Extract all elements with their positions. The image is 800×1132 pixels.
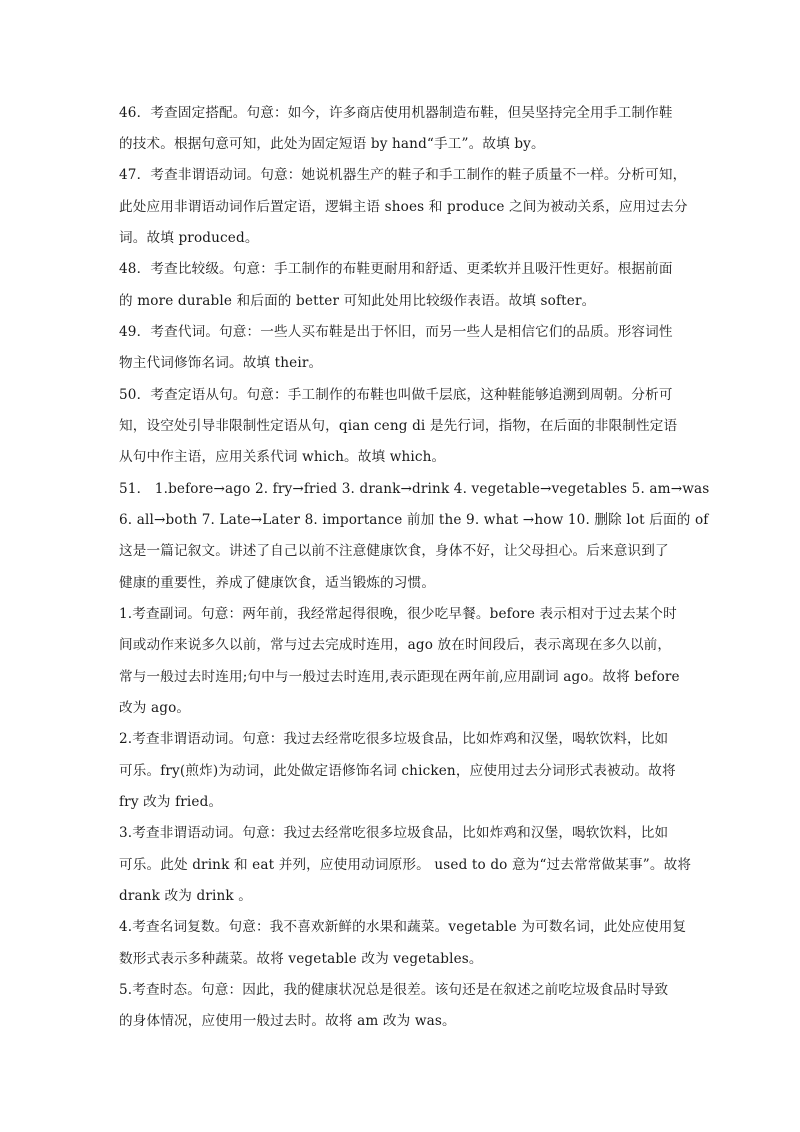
text-line: 词。故填 produced。 [119, 230, 259, 246]
text-line: 物主代词修饰名词。故填 their。 [119, 355, 323, 371]
text-line: 47．考查非谓语动词。句意：她说机器生产的鞋子和手工制作的鞋子质量不一样。分析可知， [119, 167, 687, 183]
text-line: 4.考查名词复数。句意：我不喜欢新鲜的水果和蔬菜。vegetable 为可数名词，此处应使用复 [119, 919, 687, 935]
text-line: 50．考查定语从句。句意：手工制作的布鞋也叫做千层底，这种鞋能够追溯到周朝。分析可 [119, 387, 673, 403]
text-line: 知，设空处引导非限制性定语从句，qian ceng di 是先行词，指物，在后面的非限制性定语 [119, 418, 678, 434]
text-line: 可乐。fry(煎炸)为动词，此处做定语修饰名词 chicken，应使用过去分词形式表被动。故将 [119, 763, 676, 779]
text-line: 的 more durable 和后面的 better 可知此处用比较级作表语。故填 softer。 [119, 293, 596, 309]
text-line: 健康的重要性，养成了健康饮食，适当锻炼的习惯。 [119, 575, 436, 591]
text-line: 2.考查非谓语动词。句意：我过去经常吃很多垃圾食品，比如炸鸡和汉堡，喝软饮料，比如 [119, 731, 669, 747]
text-line: 49．考查代词。句意：一些人买布鞋是出于怀旧，而另一些人是相信它们的品质。形容词性 [119, 324, 673, 340]
text-line: 间或动作来说多久以前，常与过去完成时连用，ago 放在时间段后，表示离现在多久以前， [119, 637, 672, 653]
text-line: 51． 1.before→ago 2. fry→fried 3. drank→drink 4. vegetable→vegetables 5. am→was [119, 481, 710, 497]
text-line: 数形式表示多种蔬菜。故将 vegetable 改为 vegetables。 [119, 951, 483, 967]
text-line: drank 改为 drink 。 [119, 888, 252, 904]
text-line: 的身体情况，应使用一般过去时。故将 am 改为 was。 [119, 1013, 456, 1029]
text-line: 3.考查非谓语动词。句意：我过去经常吃很多垃圾食品，比如炸鸡和汉堡，喝软饮料，比如 [119, 825, 669, 841]
text-line: 改为 ago。 [119, 700, 191, 716]
text-line: 从句中作主语，应用关系代词 which。故填 which。 [119, 449, 446, 465]
text-line: 可乐。此处 drink 和 eat 并列，应使用动词原形。 used to do 意为“过去常常做某事”。故将 [119, 857, 692, 873]
text-line: 1.考查副词。句意：两年前，我经常起得很晚，很少吃早餐。before 表示相对于过去某个时 [119, 606, 677, 622]
text-line: fry 改为 fried。 [119, 794, 223, 810]
text-line: 的技术。根据句意可知，此处为固定短语 by hand“手工”。故填 by。 [119, 136, 545, 152]
text-line: 常与一般过去时连用;句中与一般过去时连用,表示距现在两年前,应用副词 ago。故将 before [119, 669, 680, 685]
text-line: 此处应用非谓语动词作后置定语，逻辑主语 shoes 和 produce 之间为被动关系，应用过去分 [119, 199, 688, 215]
text-line: 48．考查比较级。句意：手工制作的布鞋更耐用和舒适、更柔软并且吸汗性更好。根据前面 [119, 261, 673, 277]
text-line: 46．考查固定搭配。句意：如今，许多商店使用机器制造布鞋，但吴坚持完全用手工制作鞋 [119, 105, 673, 121]
text-line: 5.考查时态。句意：因此，我的健康状况总是很差。该句还是在叙述之前吃垃圾食品时导致 [119, 982, 669, 998]
text-line: 这是一篇记叙文。讲述了自己以前不注意健康饮食，身体不好，让父母担心。后来意识到了 [119, 543, 669, 559]
text-line: 6. all→both 7. Late→Later 8. importance 前加 the 9. what →how 10. 删除 lot 后面的 of [119, 512, 709, 528]
